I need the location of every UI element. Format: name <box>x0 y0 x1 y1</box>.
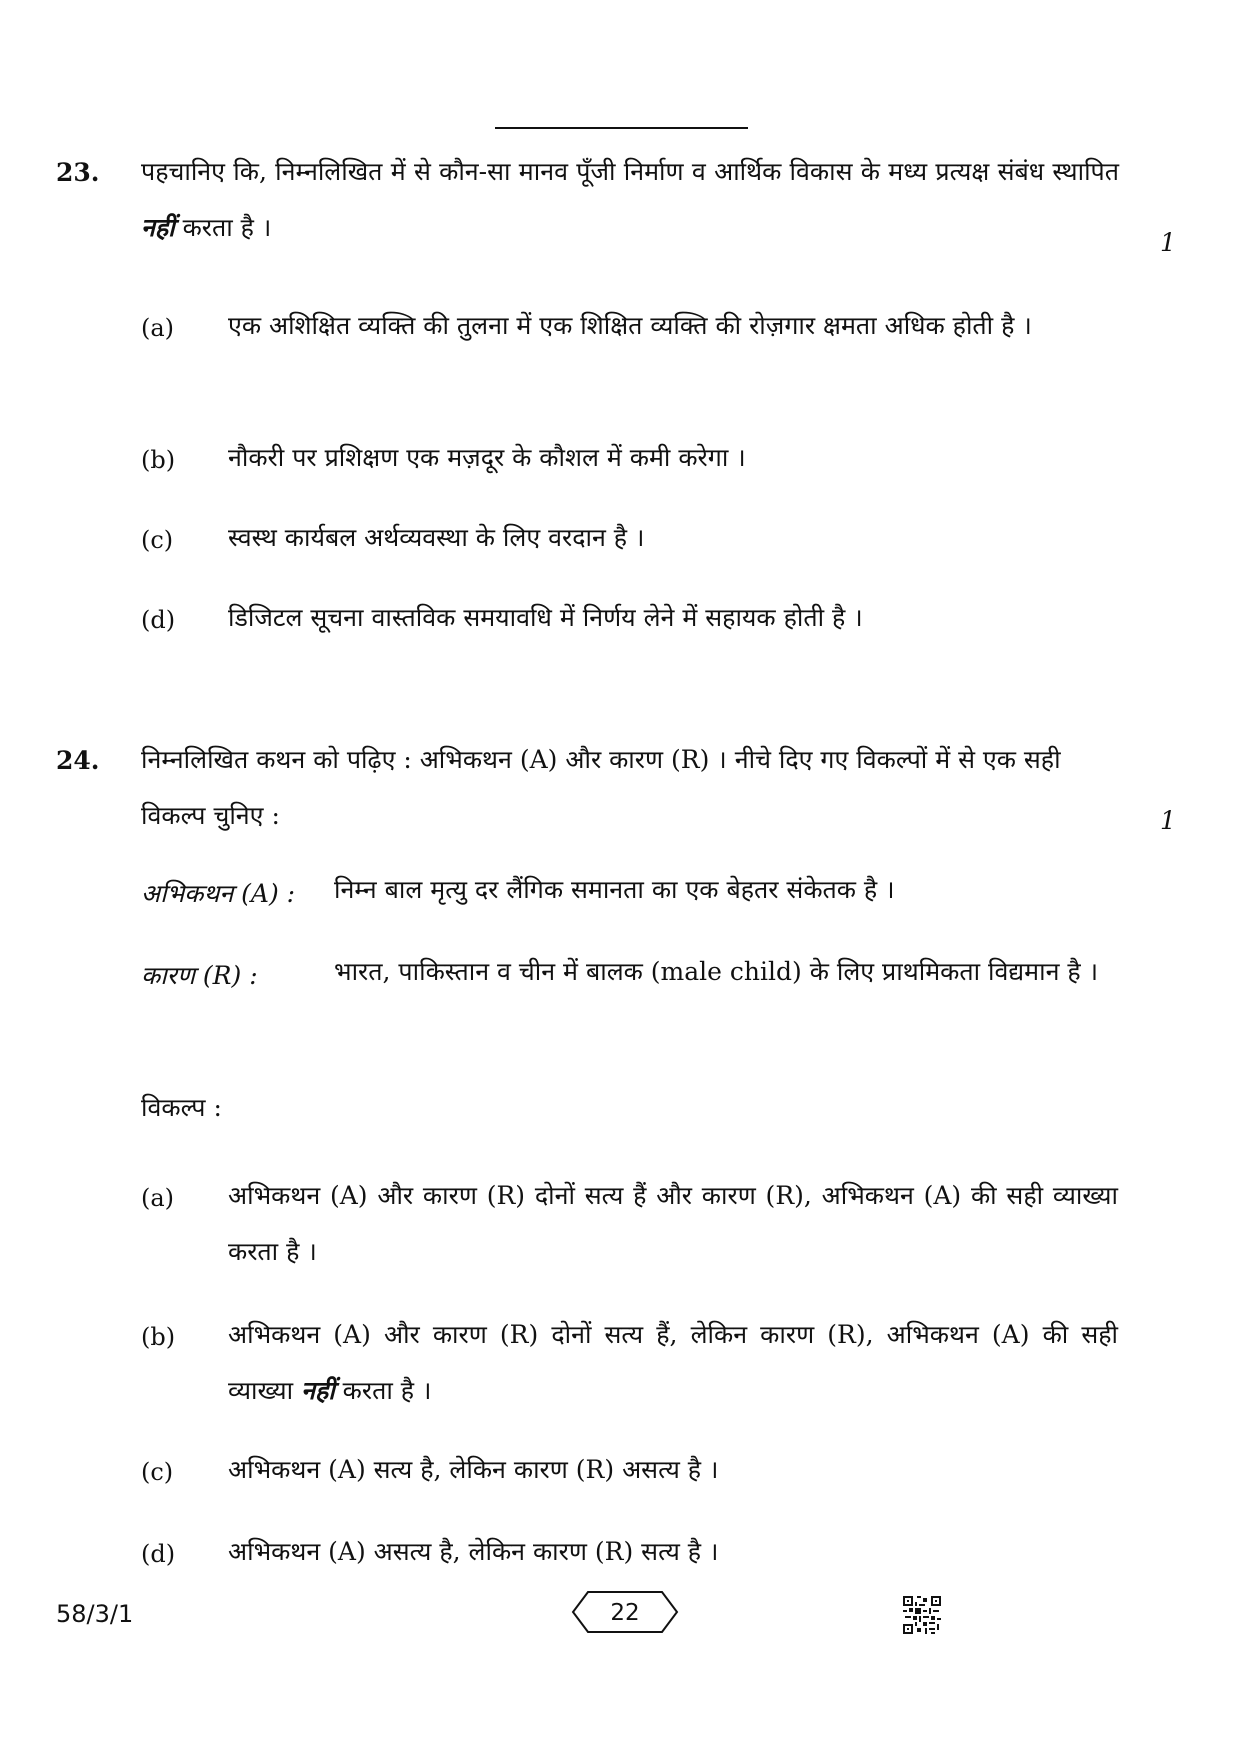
reason-text: भारत, पाकिस्तान व चीन में बालक (male child) के लिए प्राथमिकता विद्यमान है । <box>334 957 1099 986</box>
q23-option-d-letter: (d) <box>141 606 176 634</box>
page-number-frame <box>570 1589 680 1635</box>
q23-option-b-letter: (b) <box>141 446 176 474</box>
header-divider <box>495 127 748 129</box>
options-heading: विकल्प : <box>141 1093 222 1122</box>
paper-code: 58/3/1 <box>56 1600 134 1628</box>
q23-option-a-letter: (a) <box>141 314 175 342</box>
q24-option-b-text: अभिकथन (A) और कारण (R) दोनों सत्य हैं, लेकिन कारण (R), अभिकथन (A) की सही व्याख्या नहीं करता है । <box>228 1320 1118 1405</box>
q23-option-c-text: स्वस्थ कार्यबल अर्थव्यवस्था के लिए वरदान है । <box>228 523 645 552</box>
qr-code-icon <box>903 1596 941 1634</box>
reason-label: कारण (R) : <box>141 961 258 990</box>
page-number: 22 <box>610 1600 640 1626</box>
q23-marks: 1 <box>1160 228 1176 257</box>
q23-emphasis: नहीं <box>141 213 175 242</box>
q23-text: पहचानिए कि, निम्नलिखित में से कौन-सा मानव पूँजी निर्माण व आर्थिक विकास के मध्य प्रत्यक्ष संबंध स्थापित नहीं करता है । <box>141 157 1119 242</box>
assertion-text: निम्न बाल मृत्यु दर लैंगिक समानता का एक बेहतर संकेतक है । <box>334 875 895 904</box>
assertion-label: अभिकथन (A) : <box>141 879 296 908</box>
q24-option-c-text: अभिकथन (A) सत्य है, लेकिन कारण (R) असत्य है । <box>228 1455 719 1484</box>
q24-option-c-letter: (c) <box>141 1458 174 1486</box>
q23-option-b-text: नौकरी पर प्रशिक्षण एक मज़दूर के कौशल में कमी करेगा । <box>228 443 746 472</box>
page-number-badge <box>570 1589 680 1635</box>
q24-option-a-letter: (a) <box>141 1184 175 1212</box>
q24-option-a-text: अभिकथन (A) और कारण (R) दोनों सत्य हैं और कारण (R), अभिकथन (A) की सही व्याख्या करता है । <box>228 1181 1118 1266</box>
q23-option-a-text: एक अशिक्षित व्यक्ति की तुलना में एक शिक्षित व्यक्ति की रोज़गार क्षमता अधिक होती है । <box>228 311 1032 340</box>
q23-option-c-letter: (c) <box>141 526 174 554</box>
q24-number: 24. <box>56 746 100 775</box>
q24-b-emphasis: नहीं <box>301 1376 335 1405</box>
q24-option-d-text: अभिकथन (A) असत्य है, लेकिन कारण (R) सत्य है । <box>228 1537 719 1566</box>
q23-number: 23. <box>56 158 100 187</box>
q24-marks: 1 <box>1160 806 1176 835</box>
q24-option-d-letter: (d) <box>141 1540 176 1568</box>
q23-option-d-text: डिजिटल सूचना वास्तविक समयावधि में निर्णय लेने में सहायक होती है । <box>228 603 863 632</box>
q24-option-b-letter: (b) <box>141 1323 176 1351</box>
q24-text: निम्नलिखित कथन को पढ़िए : अभिकथन (A) और कारण (R) । नीचे दिए गए विकल्पों में से एक सही विकल्प चुनिए : <box>141 745 1061 830</box>
